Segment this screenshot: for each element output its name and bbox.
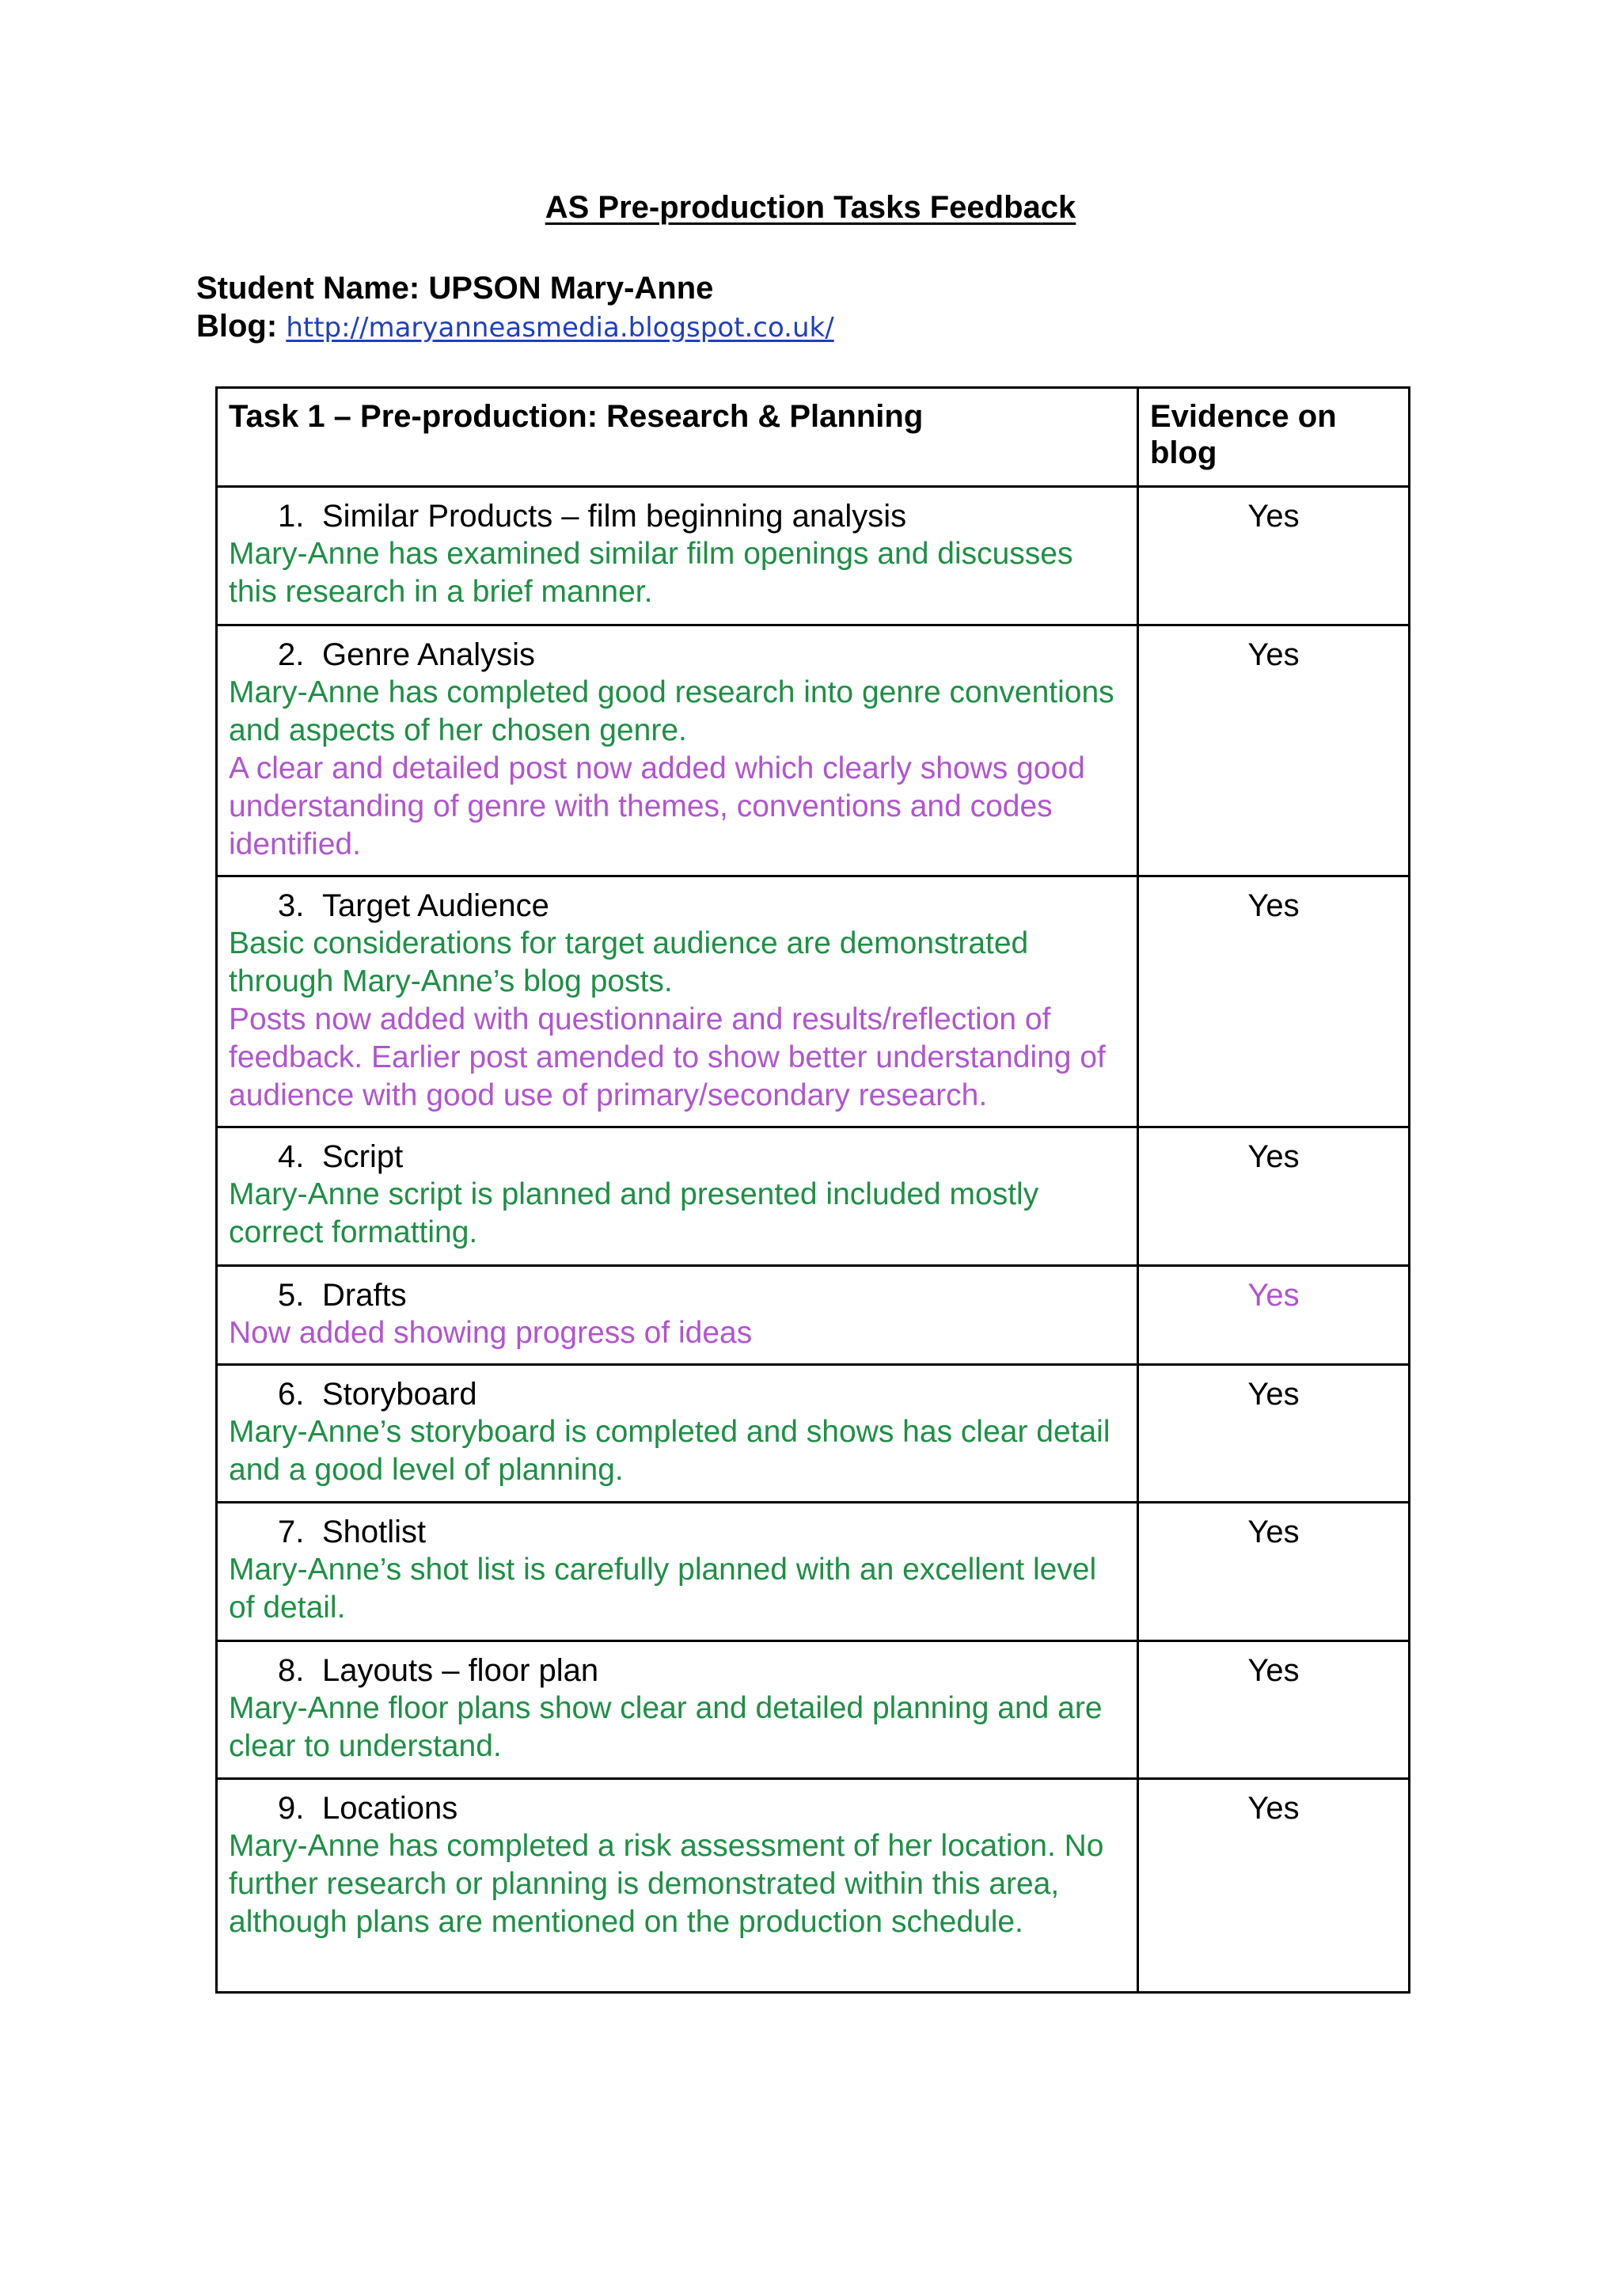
task-cell (217, 876, 1138, 1127)
evidence-cell: Yes (1138, 1641, 1410, 1779)
task-number: 5. (278, 1278, 305, 1313)
task-number: 2. (278, 637, 305, 672)
task-name: Script (322, 1139, 404, 1174)
task-number: 1. (278, 499, 305, 534)
task-name: Shotlist (322, 1515, 427, 1549)
task-cell (217, 1779, 1138, 1993)
task-number: 4. (278, 1139, 305, 1174)
task-title (229, 1276, 1126, 1314)
table-row (217, 1641, 1410, 1779)
task-cell (217, 625, 1138, 876)
header-task: Task 1 – Pre-production: Research & Planning (217, 388, 1138, 487)
task-name: Storyboard (322, 1377, 477, 1412)
task-cell (217, 1127, 1138, 1266)
feedback-table (215, 386, 1410, 1994)
task-name: Genre Analysis (322, 637, 536, 672)
task-name: Target Audience (322, 888, 549, 923)
feedback-green: Mary-Anne has completed a risk assessment of her location. No further research or planning is demonstrated within this area, although plans are mentioned on the production schedule. (229, 1829, 1104, 1939)
task-cell (217, 487, 1138, 625)
feedback-green: Mary-Anne has completed good research into genre conventions and aspects of her chosen genre. (229, 675, 1114, 747)
task-title (229, 1652, 1126, 1690)
feedback-purple: Posts now added with questionnaire and results/reflection of feedback. Earlier post amended to show better understanding of audience with good use of primary/secondary research. (229, 1002, 1106, 1112)
feedback-green: Basic considerations for target audience are demonstrated through Mary-Anne’s blog posts. (229, 926, 1029, 998)
table-header-row (217, 388, 1410, 487)
task-number: 3. (278, 888, 305, 923)
task-number: 9. (278, 1791, 305, 1826)
task-title (229, 1789, 1126, 1827)
task-cell (217, 1365, 1138, 1503)
feedback-purple: Now added showing progress of ideas (229, 1316, 753, 1350)
blog-label: Blog: (196, 309, 278, 344)
student-name: Student Name: UPSON Mary-Anne (196, 271, 714, 306)
feedback-green: Mary-Anne’s shot list is carefully planned with an excellent level of detail. (229, 1553, 1097, 1625)
task-number: 7. (278, 1515, 305, 1549)
evidence-cell: Yes (1138, 1365, 1410, 1503)
task-cell (217, 1266, 1138, 1365)
task-name: Similar Products – film beginning analysis (322, 499, 907, 534)
evidence-cell: Yes (1138, 1127, 1410, 1266)
task-name: Layouts – floor plan (322, 1653, 599, 1688)
task-name: Drafts (322, 1278, 407, 1313)
table-row (217, 1503, 1410, 1641)
table-row (217, 625, 1410, 876)
feedback-green: Mary-Anne floor plans show clear and detailed planning and are clear to understand. (229, 1691, 1103, 1763)
feedback-purple: A clear and detailed post now added which clearly shows good understanding of genre with themes, conventions and codes identified. (229, 751, 1085, 861)
task-cell (217, 1641, 1138, 1779)
task-title (229, 1513, 1126, 1551)
table-row (217, 1365, 1410, 1503)
feedback-green: Mary-Anne’s storyboard is completed and shows has clear detail and a good level of planning. (229, 1415, 1110, 1487)
task-title (229, 636, 1126, 674)
table-row (217, 487, 1410, 625)
evidence-cell: Yes (1138, 876, 1410, 1127)
header-evidence: Evidence on blog (1138, 388, 1410, 487)
table-row (217, 1266, 1410, 1365)
task-title (229, 887, 1126, 925)
task-title (229, 497, 1126, 535)
feedback-green: Mary-Anne script is planned and presented included mostly correct formatting. (229, 1177, 1039, 1249)
evidence-cell: Yes (1138, 1779, 1410, 1993)
evidence-cell: Yes (1138, 625, 1410, 876)
task-title (229, 1375, 1126, 1413)
table-row (217, 1779, 1410, 1993)
task-cell (217, 1503, 1138, 1641)
student-info (196, 269, 834, 347)
table-row (217, 876, 1410, 1127)
table-row (217, 1127, 1410, 1266)
blog-line (196, 307, 834, 347)
task-title (229, 1138, 1126, 1176)
task-number: 8. (278, 1653, 305, 1688)
page-title: AS Pre-production Tasks Feedback (545, 190, 1076, 225)
task-name: Locations (322, 1791, 458, 1826)
task-number: 6. (278, 1377, 305, 1412)
evidence-cell: Yes (1138, 1503, 1410, 1641)
evidence-cell: Yes (1138, 487, 1410, 625)
feedback-green: Mary-Anne has examined similar film openings and discusses this research in a brief manner. (229, 537, 1073, 609)
evidence-cell: Yes (1138, 1266, 1410, 1365)
blog-link[interactable]: http://maryanneasmedia.blogspot.co.uk/ (286, 312, 834, 344)
